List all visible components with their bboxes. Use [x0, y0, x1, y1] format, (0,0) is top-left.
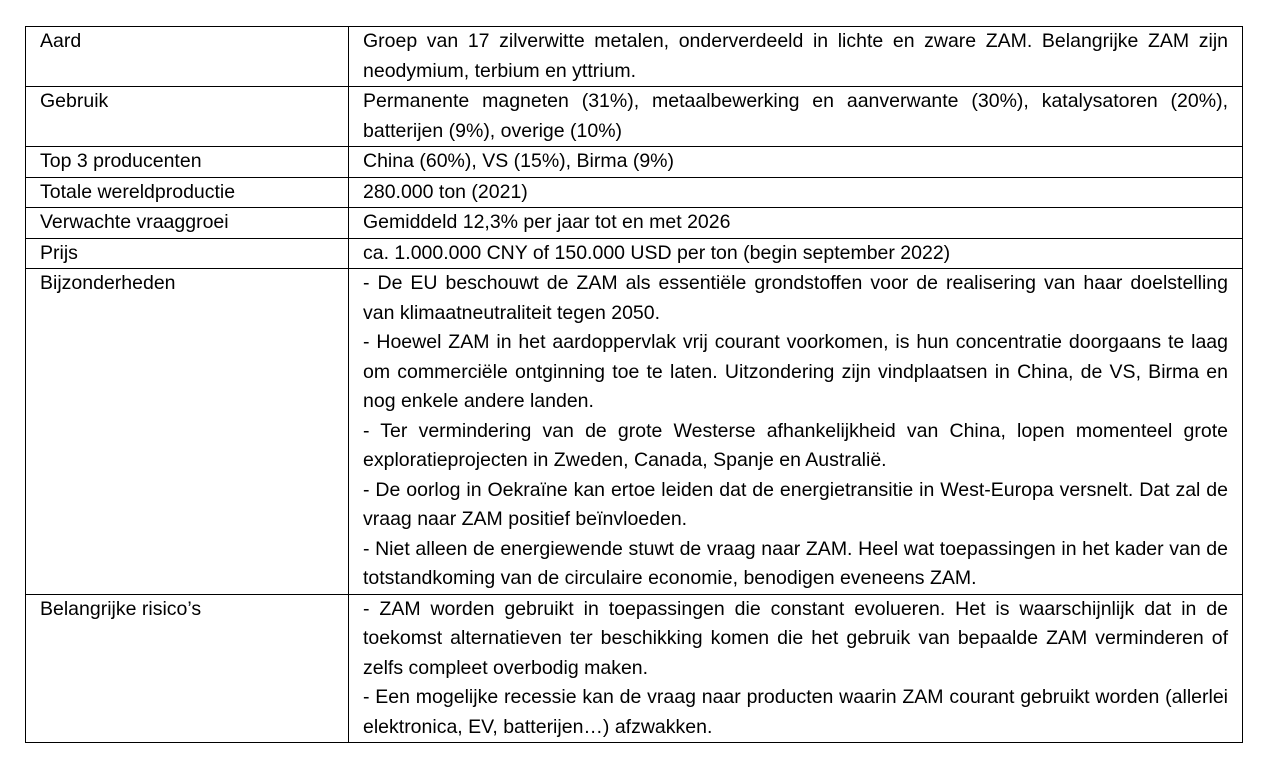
- row-value: [349, 147, 1243, 178]
- table-row: [26, 87, 1243, 147]
- value-paragraph: Gemiddeld 12,3% per jaar tot en met 2026: [363, 211, 731, 233]
- value-paragraph: - De oorlog in Oekraïne kan ertoe leiden dat de energietransitie in West-Europa versnelt. Dat zal de vraag naar ZAM positief beïnvloeden.: [363, 478, 1228, 530]
- row-label: Bijzonderheden: [26, 269, 349, 595]
- value-paragraph: - Ter vermindering van de grote Westerse afhankelijkheid van China, lopen momenteel grote exploratieprojecten in Zweden, Canada, Spanje en Australië.: [363, 419, 1228, 471]
- row-value: [349, 177, 1243, 208]
- value-paragraph: - De EU beschouwt de ZAM als essentiële grondstoffen voor de realisering van haar doelstelling van klimaatneutraliteit tegen 2050.: [363, 272, 1228, 324]
- table-row: [26, 147, 1243, 178]
- row-label: Belangrijke risico’s: [26, 594, 349, 743]
- value-paragraph: Permanente magneten (31%), metaalbewerking en aanverwante (30%), katalysatoren (20%), batterijen (9%), overige (10%): [363, 90, 1228, 142]
- table-row: [26, 177, 1243, 208]
- table-row: [26, 27, 1243, 87]
- value-paragraph: - Een mogelijke recessie kan de vraag naar producten waarin ZAM courant gebruikt worden (allerlei elektronica, EV, batterijen…) afzwakken.: [363, 686, 1228, 738]
- value-paragraph: Groep van 17 zilverwitte metalen, onderverdeeld in lichte en zware ZAM. Belangrijke ZAM zijn neodymium, terbium en yttrium.: [363, 30, 1228, 82]
- row-label: Top 3 producenten: [26, 147, 349, 178]
- row-label: Gebruik: [26, 87, 349, 147]
- row-value: [349, 87, 1243, 147]
- row-value: [349, 27, 1243, 87]
- table-row: [26, 208, 1243, 239]
- value-paragraph: 280.000 ton (2021): [363, 180, 528, 203]
- table-row: [26, 594, 1243, 743]
- value-paragraph: ca. 1.000.000 CNY of 150.000 USD per ton (begin september 2022): [363, 241, 951, 264]
- row-value: [349, 238, 1243, 269]
- value-paragraph: - ZAM worden gebruikt in toepassingen die constant evolueren. Het is waarschijnlijk dat in de toekomst alternatieven ter beschikking komen die het gebruik van bepaalde ZAM verminderen of zelfs compleet overbodig maken.: [363, 597, 1228, 679]
- info-table-body: [26, 27, 1243, 743]
- row-label: Verwachte vraaggroei: [26, 208, 349, 239]
- row-label: Totale wereldproductie: [26, 177, 349, 208]
- value-paragraph: - Niet alleen de energiewende stuwt de vraag naar ZAM. Heel wat toepassingen in het kader van de totstandkoming van de circulaire economie, benodigen eveneens ZAM.: [363, 537, 1228, 589]
- table-row: [26, 269, 1243, 595]
- value-paragraph: China (60%), VS (15%), Birma (9%): [363, 150, 675, 172]
- row-label: Aard: [26, 27, 349, 87]
- row-value: [349, 208, 1243, 239]
- row-value: [349, 594, 1243, 743]
- row-label: Prijs: [26, 238, 349, 269]
- info-table: [25, 26, 1243, 743]
- table-row: [26, 238, 1243, 269]
- value-paragraph: - Hoewel ZAM in het aardoppervlak vrij courant voorkomen, is hun concentratie doorgaans te laag om commerciële ontginning toe te laten. Uitzondering zijn vindplaatsen in China, de VS, Birma en nog enkele andere landen.: [363, 331, 1228, 412]
- row-value: [349, 269, 1243, 595]
